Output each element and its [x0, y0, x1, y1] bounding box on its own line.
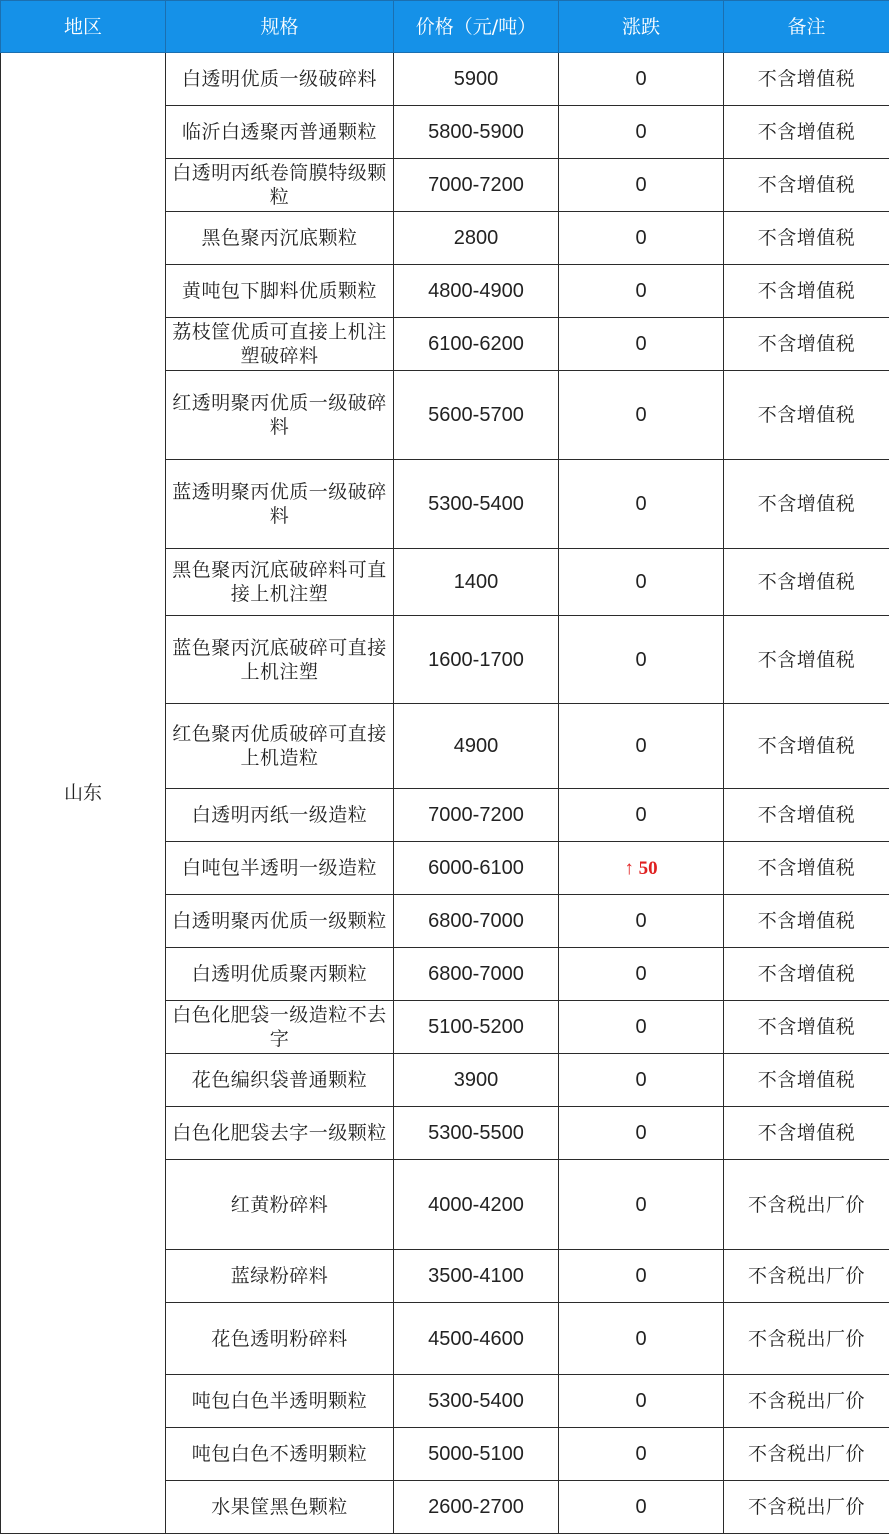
change-cell: 0 [559, 212, 724, 265]
change-cell: 0 [559, 1428, 724, 1481]
spec-cell: 白色化肥袋去字一级颗粒 [166, 1107, 394, 1160]
note-cell: 不含增值税 [724, 549, 889, 616]
spec-cell: 吨包白色不透明颗粒 [166, 1428, 394, 1481]
spec-cell: 红色聚丙优质破碎可直接上机造粒 [166, 704, 394, 789]
change-cell: 0 [559, 265, 724, 318]
spec-cell: 蓝色聚丙沉底破碎可直接上机注塑 [166, 616, 394, 704]
price-cell: 4500-4600 [394, 1303, 559, 1375]
price-cell: 1400 [394, 549, 559, 616]
price-cell: 5900 [394, 53, 559, 106]
spec-cell: 临沂白透聚丙普通颗粒 [166, 106, 394, 159]
note-cell: 不含税出厂价 [724, 1250, 889, 1303]
change-cell: 0 [559, 1303, 724, 1375]
note-cell: 不含增值税 [724, 1054, 889, 1107]
price-cell: 5100-5200 [394, 1001, 559, 1054]
note-cell: 不含增值税 [724, 212, 889, 265]
spec-cell: 白透明聚丙优质一级颗粒 [166, 895, 394, 948]
spec-cell: 白透明丙纸卷筒膜特级颗粒 [166, 159, 394, 212]
change-cell: 0 [559, 1107, 724, 1160]
note-cell: 不含增值税 [724, 53, 889, 106]
spec-cell: 白透明优质聚丙颗粒 [166, 948, 394, 1001]
price-cell: 3900 [394, 1054, 559, 1107]
price-cell: 6800-7000 [394, 948, 559, 1001]
header-spec: 规格 [166, 1, 394, 53]
note-cell: 不含增值税 [724, 948, 889, 1001]
spec-cell: 吨包白色半透明颗粒 [166, 1375, 394, 1428]
note-cell: 不含增值税 [724, 1001, 889, 1054]
price-cell: 3500-4100 [394, 1250, 559, 1303]
note-cell: 不含税出厂价 [724, 1481, 889, 1534]
note-cell: 不含增值税 [724, 842, 889, 895]
price-cell: 6100-6200 [394, 318, 559, 371]
note-cell: 不含税出厂价 [724, 1303, 889, 1375]
table-row [1, 53, 889, 106]
note-cell: 不含增值税 [724, 460, 889, 549]
spec-cell: 白透明优质一级破碎料 [166, 53, 394, 106]
header-note: 备注 [724, 1, 889, 53]
price-cell: 6000-6100 [394, 842, 559, 895]
price-cell: 4800-4900 [394, 265, 559, 318]
change-cell [559, 842, 724, 895]
note-cell: 不含增值税 [724, 159, 889, 212]
spec-cell: 红黄粉碎料 [166, 1160, 394, 1250]
spec-cell: 黑色聚丙沉底破碎料可直接上机注塑 [166, 549, 394, 616]
change-cell: 0 [559, 106, 724, 159]
spec-cell: 荔枝筐优质可直接上机注塑破碎料 [166, 318, 394, 371]
spec-cell: 白透明丙纸一级造粒 [166, 789, 394, 842]
header-row [1, 1, 889, 53]
header-change: 涨跌 [559, 1, 724, 53]
note-cell: 不含增值税 [724, 704, 889, 789]
note-cell: 不含税出厂价 [724, 1428, 889, 1481]
note-cell: 不含增值税 [724, 371, 889, 460]
spec-cell: 黄吨包下脚料优质颗粒 [166, 265, 394, 318]
price-cell: 7000-7200 [394, 789, 559, 842]
arrow-up-icon: ↑ [624, 857, 634, 879]
change-cell: 0 [559, 616, 724, 704]
region-cell: 山东 [1, 53, 166, 1534]
change-cell: 0 [559, 948, 724, 1001]
price-cell: 2800 [394, 212, 559, 265]
change-up-value [624, 858, 657, 879]
price-cell: 6800-7000 [394, 895, 559, 948]
price-cell: 5600-5700 [394, 371, 559, 460]
spec-cell: 蓝绿粉碎料 [166, 1250, 394, 1303]
change-cell: 0 [559, 318, 724, 371]
change-cell: 0 [559, 371, 724, 460]
change-cell: 0 [559, 895, 724, 948]
change-cell: 0 [559, 1250, 724, 1303]
spec-cell: 白吨包半透明一级造粒 [166, 842, 394, 895]
header-region: 地区 [1, 1, 166, 53]
spec-cell: 黑色聚丙沉底颗粒 [166, 212, 394, 265]
price-cell: 5300-5500 [394, 1107, 559, 1160]
price-cell: 5800-5900 [394, 106, 559, 159]
note-cell: 不含增值税 [724, 318, 889, 371]
note-cell: 不含增值税 [724, 789, 889, 842]
price-cell: 5300-5400 [394, 1375, 559, 1428]
change-amount: 50 [638, 857, 658, 879]
change-cell: 0 [559, 704, 724, 789]
price-cell: 5000-5100 [394, 1428, 559, 1481]
price-cell: 5300-5400 [394, 460, 559, 549]
price-cell: 7000-7200 [394, 159, 559, 212]
spec-cell: 花色编织袋普通颗粒 [166, 1054, 394, 1107]
spec-cell: 红透明聚丙优质一级破碎料 [166, 371, 394, 460]
note-cell: 不含增值税 [724, 265, 889, 318]
spec-cell: 蓝透明聚丙优质一级破碎料 [166, 460, 394, 549]
note-cell: 不含税出厂价 [724, 1375, 889, 1428]
spec-cell: 花色透明粉碎料 [166, 1303, 394, 1375]
table-body [1, 53, 889, 1534]
note-cell: 不含增值税 [724, 1107, 889, 1160]
change-cell: 0 [559, 460, 724, 549]
change-cell: 0 [559, 1160, 724, 1250]
spec-cell: 白色化肥袋一级造粒不去字 [166, 1001, 394, 1054]
change-cell: 0 [559, 159, 724, 212]
price-cell: 4000-4200 [394, 1160, 559, 1250]
change-cell: 0 [559, 549, 724, 616]
change-cell: 0 [559, 1054, 724, 1107]
change-cell: 0 [559, 1375, 724, 1428]
price-cell: 2600-2700 [394, 1481, 559, 1534]
note-cell: 不含增值税 [724, 616, 889, 704]
spec-cell: 水果筐黑色颗粒 [166, 1481, 394, 1534]
change-cell: 0 [559, 53, 724, 106]
note-cell: 不含增值税 [724, 106, 889, 159]
change-cell: 0 [559, 789, 724, 842]
change-cell: 0 [559, 1001, 724, 1054]
header-price: 价格（元/吨） [394, 1, 559, 53]
price-cell: 1600-1700 [394, 616, 559, 704]
price-cell: 4900 [394, 704, 559, 789]
change-cell: 0 [559, 1481, 724, 1534]
note-cell: 不含增值税 [724, 895, 889, 948]
note-cell: 不含税出厂价 [724, 1160, 889, 1250]
